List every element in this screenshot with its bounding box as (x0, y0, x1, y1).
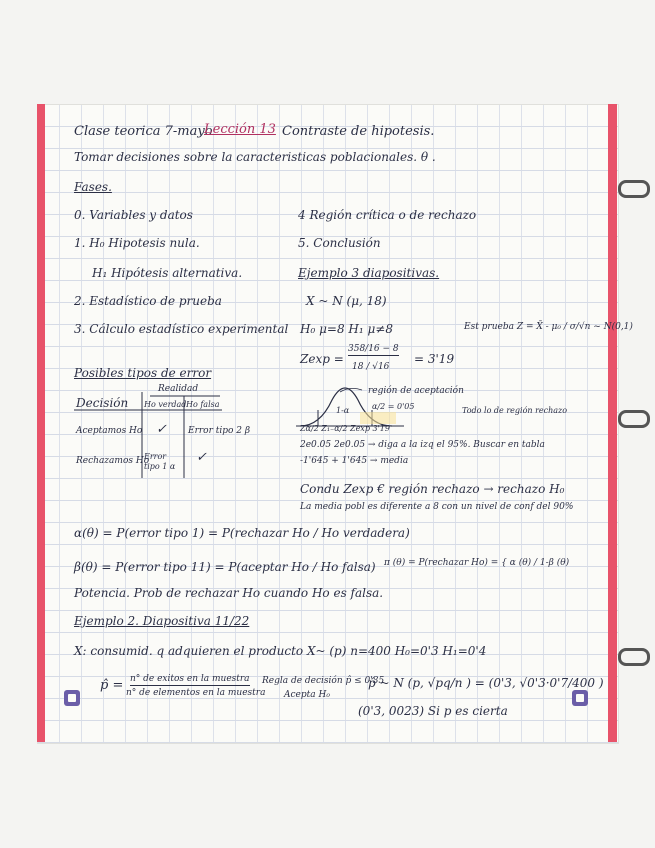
row-aceptamos-label: Aceptamos Ho (76, 426, 143, 436)
zexp-denominator: 18 / √16 (352, 362, 390, 372)
zexp-result: = 3'19 (414, 352, 455, 366)
fase-2: 2. Estadístico de prueba (74, 294, 222, 308)
row-aceptamos-error: Error tipo 2 β (188, 426, 251, 436)
fase-3: 3. Cálculo estadístico experimental (74, 322, 289, 336)
ho-falsa-header: Ho falsa (186, 400, 220, 409)
conclusion-line2: La media pobl es diferente a 8 con un nivel de conf del 90% (300, 502, 574, 512)
pi-formula: π (θ) = P(rechazar Ho) = { α (θ) / 1-β (θ) (384, 558, 570, 568)
z-values-row1: 2e0.05 2e0.05 → diga a la izq el 95%. Buscar en tabla (300, 440, 545, 450)
beta-formula: β(θ) = P(error tipo 11) = P(aceptar Ho / Ho falsa) (74, 560, 376, 574)
lesson-title: Lección 13 (204, 122, 276, 137)
decision-header: Decisión (76, 396, 129, 410)
fases-title: Fases. (74, 180, 112, 194)
intro-text: Tomar decisiones sobre la caracteristicas poblacionales. θ . (74, 150, 436, 164)
ejemplo3-title: Ejemplo 3 diapositivas. (298, 266, 440, 280)
phat-denominator: n° de elementos en la muestra (126, 688, 266, 698)
zexp-label: Zexp = (300, 352, 344, 366)
phat-distribution: p̂ ~ N (p, √pq/n ) = (0'3, √0'3·0'7/400 ) (368, 676, 604, 690)
ejemplo2-final: (0'3, 0023) Si p es cierta (358, 704, 508, 718)
phat-label: p̂ = (100, 678, 124, 693)
ejemplo3-hypotheses: H₀ μ=8 H₁ μ≠8 (300, 322, 393, 336)
one-minus-alpha-label: 1-α (336, 406, 350, 415)
lesson-topic: Contraste de hipotesis. (282, 124, 435, 139)
ejemplo2-variable: X: consumid. q adquieren el producto X~ (p) n=400 H₀=0'3 H₁=0'4 (74, 644, 487, 658)
ejemplo3-distribution: X ~ N (μ, 18) (306, 294, 387, 308)
ho-verdad-header: Ho verdad (144, 400, 187, 409)
row-rechazamos-error: Error tipo 1 α (144, 452, 176, 471)
phat-numerator: n° de exitos en la muestra (130, 674, 250, 684)
row-aceptamos-check: ✓ (156, 422, 167, 437)
regla-decision: Regla de decisión p̂ ≤ 0'35 (262, 676, 385, 686)
realidad-header: Realidad (158, 384, 199, 394)
ejemplo2-title: Ejemplo 2. Diapositiva 11/22 (74, 614, 250, 628)
alpha-half-label: α/2 = 0'05 (372, 402, 415, 411)
alpha-formula: α(θ) = P(error tipo 1) = P(rechazar Ho / Ho verdadera) (74, 526, 410, 540)
fase-1-alt: H₁ Hipótesis alternativa. (92, 266, 243, 280)
fase-0: 0. Variables y datos (74, 208, 193, 222)
potencia-definition: Potencia. Prob de rechazar Ho cuando Ho es falsa. (74, 586, 384, 600)
errores-title: Posibles tipos de error (74, 366, 212, 380)
fase-5: 5. Conclusión (298, 236, 381, 250)
row-rechazamos-label: Rechazamos Ho (76, 456, 150, 466)
acepta-h0: Acepta H₀ (284, 690, 330, 700)
fase-4: 4 Región crítica o de rechazo (298, 208, 477, 222)
class-date: Clase teorica 7-mayo (74, 124, 213, 139)
conclusion-line1: Condu Zexp € región rechazo → rechazo H₀ (300, 482, 565, 496)
todo-rechazo-note: Todo lo de región rechazo (462, 406, 568, 415)
zexp-numerator: 358/16 − 8 (348, 344, 399, 354)
z-values-row2: -1'645 + 1'645 → media (300, 456, 409, 466)
fase-1: 1. H₀ Hipotesis nula. (74, 236, 200, 250)
region-aceptacion-label: región de aceptación (368, 386, 464, 396)
row-rechazamos-check: ✓ (196, 450, 207, 465)
ejemplo3-test-statistic: Est prueba Z = X̄ - μ₀ / σ/√n ~ N(0,1) (464, 322, 633, 332)
z-critical-labels: Zα/2 Z₁₋α/2 Zexp 3'19 (300, 424, 390, 433)
